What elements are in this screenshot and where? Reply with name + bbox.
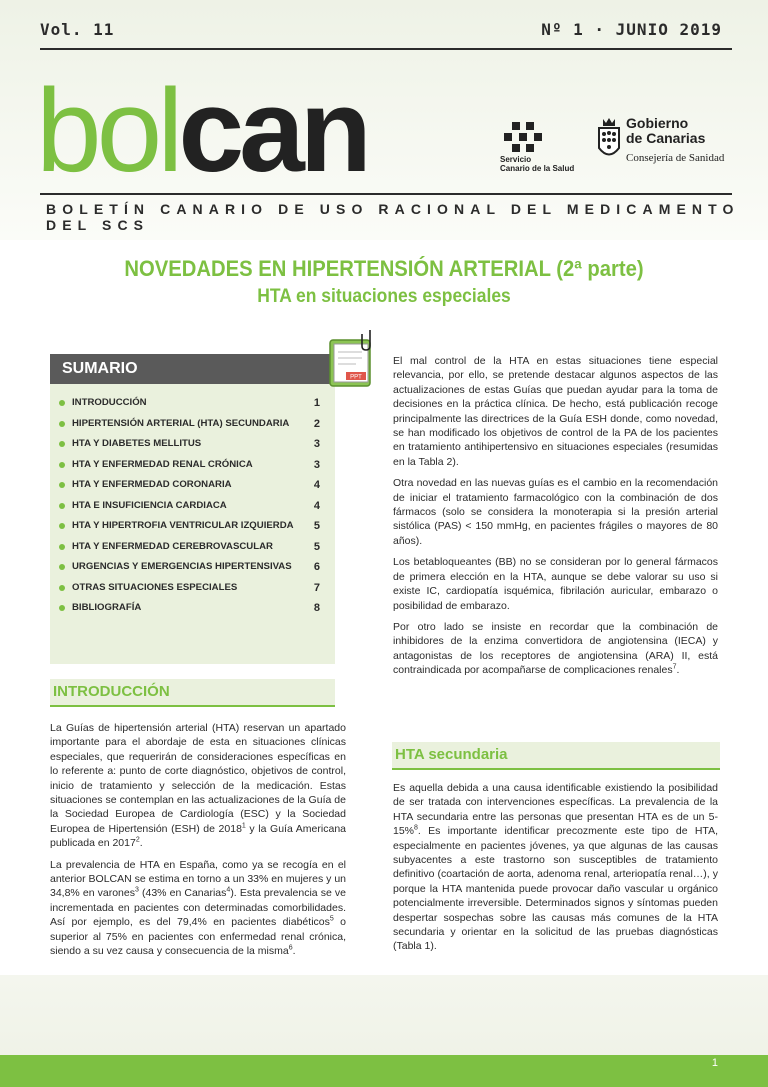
right-paragraph-3: Los betabloqueantes (BB) no se consideran por lo general fármacos de primera elección en la HTA, aunque se debe valorar su uso si existe IC, cardiopatía isquémica, fibrilación auricular, embarazo o posibilidad de embarazo. [393,556,718,612]
sumario-item[interactable] [58,396,324,417]
right-paragraph-2: Otra novedad en las nuevas guías es el cambio en la recomendación de iniciar el tratamiento farmacológico con la combinación de dos fármacos (solo se considera la monoterapia si la presión arterial sistólica (PAS) < 150 mmHg, en pacientes frágiles o mayores de 80 años). [393,477,718,547]
right-column-text [393,354,718,685]
intro-heading: INTRODUCCIÓN [50,679,335,707]
secundaria-heading: HTA secundaria [392,742,720,770]
bullet-icon [59,441,65,447]
sumario-item-page: 1 [313,397,320,409]
scs-line-1: Servicio [500,155,532,164]
sumario-item-label: BIBLIOGRAFÍA [72,602,142,613]
volume-label: Vol. 11 [40,20,115,39]
header-rule-top [40,48,732,50]
right-paragraph-4: Por otro lado se insiste en recordar que la combinación de inhibidores de la enzima convertidora de angiotensina (IECA) y antagonistas de los receptores de angiotensina (ARA) II, está contraindicada por acompañarse de complicaciones renales$^7$. [393,620,718,677]
sumario-item[interactable] [58,519,324,540]
sumario-item[interactable] [58,458,324,479]
bullet-icon [59,523,65,529]
bullet-icon [59,421,65,427]
sumario-item-page: 3 [313,438,320,450]
page-title: NOVEDADES EN HIPERTENSIÓN ARTERIAL (2ª parte) [124,256,644,281]
sumario-item-label: OTRAS SITUACIONES ESPECIALES [72,581,238,593]
sumario-item[interactable] [58,417,324,438]
gob-line-2: de Canarias [626,130,706,146]
sumario-list [58,396,324,622]
scs-line-2: Canario de la Salud [500,164,575,173]
sumario-item[interactable] [58,437,324,458]
sumario-item-page: 6 [313,561,320,573]
footer-bar [0,1055,768,1087]
sumario-item-label: HTA Y HIPERTROFIA VENTRICULAR IZQUIERDA [72,520,294,531]
bolcan-logo [36,65,367,197]
gob-line-1: Gobierno [626,115,689,131]
sumario-item-label: HTA Y ENFERMEDAD CORONARIA [72,479,232,490]
sumario-item[interactable] [58,560,324,581]
folder-tag: PPT [350,374,362,381]
sumario-item-page: 7 [313,581,320,594]
sumario-item-label: HIPERTENSIÓN ARTERIAL (HTA) SECUNDARIA [72,417,290,429]
sumario-item-label: URGENCIAS Y EMERGENCIAS HIPERTENSIVAS [72,561,292,572]
sumario-item-label: HTA E INSUFICIENCIA CARDIACA [72,499,227,511]
sumario-item[interactable] [58,540,324,561]
bullet-icon [59,585,65,591]
sumario-item[interactable] [58,581,324,602]
logo-part-green: bol [36,65,179,197]
sumario-item-label: INTRODUCCIÓN [72,397,147,408]
secundaria-paragraph: Es aquella debida a una causa identificable existiendo la posibilidad de ser tratada con intervenciones específicas. La prevalencia de la HTA secundaria entre las personas que presentan HTA es de un 5-15%$^8$. Es importante identificar precozmente este tipo de HTA, especialmente en pacientes jóvenes, ya que algunas de las causas subyacentes a este trastorno son susceptibles de tratamiento definitivo (coartación de aorta, adenoma renal, arteriopatía renal…), y porque la HTA mantenida puede provocar daño vascular u orgánico potencialmente irreversible. Determinados signos y síntomas pueden despertar sospechas sobre las causas más comunes de la HTA secundaria y orientar en la solicitud de las pruebas diagnósticas (Tabla 1). [393,782,718,953]
folder-icon [326,328,378,390]
sumario-item-page: 2 [313,417,320,430]
sumario-item[interactable] [58,499,324,520]
bullet-icon [59,564,65,570]
intro-paragraph-1: La Guías de hipertensión arterial (HTA) reservan un apartado importante para el abordaje de esta en situaciones clínicas especiales, que requerirán de consideraciones específicas en lo referente a: punto de corte diagnóstico, objetivos de control, inicio de tratamiento y selección de la medicación. Estas situaciones se contemplan en las actualizaciones de la Guía de la Sociedad Europea de Cardiología (ESC) y la Sociedad Europea de Hipertensión (ESH) de 2018$^1$ y la Guía Americana publicada en 2017$^2$. [50,722,346,850]
scs-logo-icon [500,122,546,152]
scs-logo-text [500,155,574,173]
sumario-item-label: HTA Y ENFERMEDAD RENAL CRÓNICA [72,458,253,470]
sumario-item-label: HTA Y DIABETES MELLITUS [72,438,202,449]
bullet-icon [59,503,65,509]
sumario-item-page: 5 [313,520,320,532]
bulletin-subtitle: BOLETÍN CANARIO DE USO RACIONAL DEL MEDICAMENTO DEL SCS [46,201,740,233]
logo-part-dark: can [178,65,367,197]
bullet-icon [59,482,65,488]
bullet-icon [59,462,65,468]
header-rule-bottom [40,193,732,195]
sumario-heading: SUMARIO [50,354,335,384]
bullet-icon [59,400,65,406]
bullet-icon [59,605,65,611]
page-subtitle: HTA en situaciones especiales [257,286,511,307]
coat-of-arms-icon [596,115,622,165]
sumario-item-page: 8 [313,602,320,614]
sumario-item[interactable] [58,478,324,499]
sumario-item[interactable] [58,601,324,622]
gob-line-3: Consejería de Sanidad [626,152,725,164]
sumario-item-label: HTA Y ENFERMEDAD CEREBROVASCULAR [72,540,273,552]
issue-label: Nº 1 · JUNIO 2019 [541,20,722,39]
secundaria-text [393,781,718,961]
gobierno-logo-text [626,116,705,146]
sumario-item-page: 4 [313,479,320,491]
intro-paragraph-2: La prevalencia de HTA en España, como ya se recogía en el anterior BOLCAN se estima en torno a un 33% en mujeres y un 34,8% en varones$^3$ (43% en Canarias$^4$). Esta prevalencia se ve incrementada en pacientes con determinadas comorbilidades. Así por ejemplo, es del 79,4% en pacientes diabéticos$^5$ o superior al 75% en pacientes con enfermedad renal crónica, siendo a su vez causa y consecuencia de la misma$^6$. [50,858,347,958]
sumario-item-page: 4 [313,499,320,512]
sumario-item-page: 3 [313,458,320,471]
sumario-item-page: 5 [313,540,320,553]
intro-text [50,721,346,966]
bullet-icon [59,544,65,550]
right-paragraph-1: El mal control de la HTA en estas situaciones tiene especial relevancia, por ello, se pretende destacar algunos aspectos de las actualizaciones de estas Guías que puedan ayudar para la toma de decisiones en la práctica clínica. De hecho, está publicación recoge principalmente las directrices de la Guía ESH donde, como novedad, se han modificado los objetivos de control de la PA de los pacientes en tratamiento antihipertensivo en situaciones especiales (resumidas en la Tabla 2). [393,355,718,468]
page-number: 1 [711,1057,718,1069]
